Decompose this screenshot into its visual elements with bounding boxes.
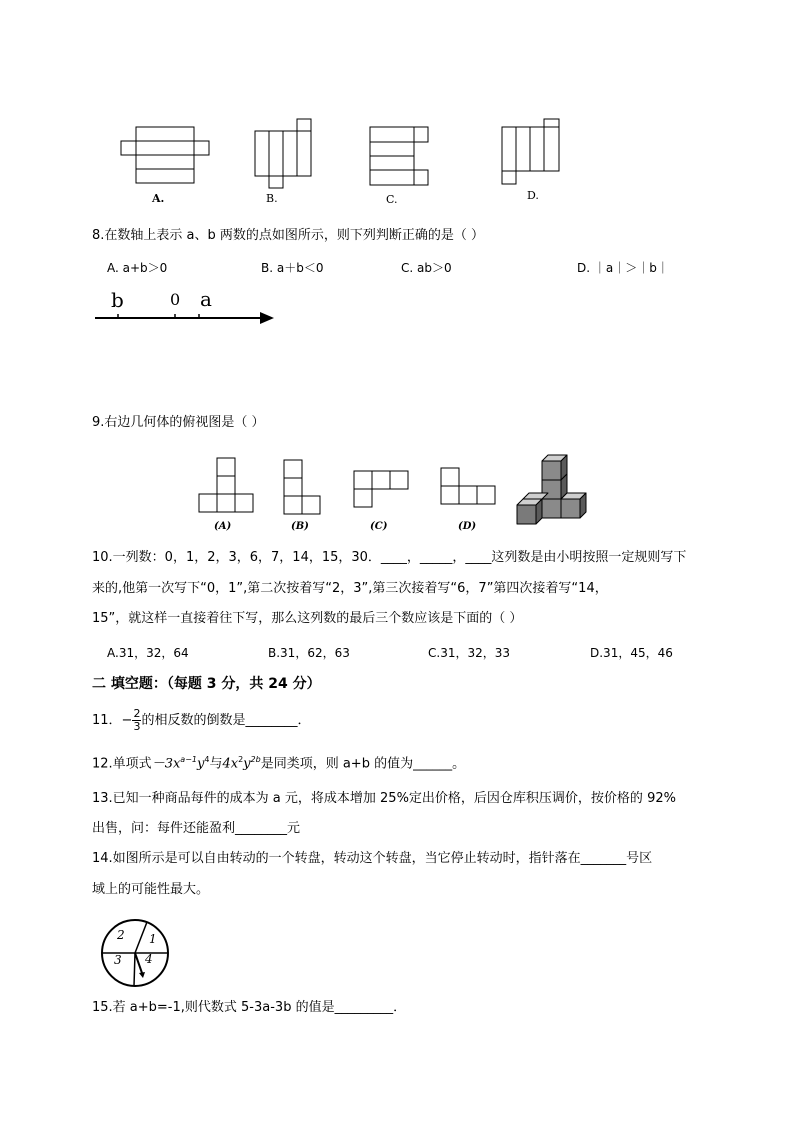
q7-label-b: B. [266,192,278,205]
q9-view-b [283,459,325,517]
q9-view-d [440,467,500,509]
q14-line1: 14.如图所示是可以自由转动的一个转盘，转动这个转盘，当它停止转动时，指针落在_______号区 [92,851,653,866]
q12-term1-exp: a−1 [180,755,197,764]
q9-view-c [353,470,413,510]
q12-line [92,751,465,773]
q9-label-c: (C) [370,521,388,532]
q10-option-b: B.31，62，63 [268,646,350,660]
q10-line2: 来的,他第一次写下“0，1”,第二次按着写“2，3”,第三次接着写“6，7”第四次接着写“14， [92,581,608,596]
axis-label-a: a [200,287,212,311]
q13-line2: 出售，问：每件还能盈利________元 [92,821,301,836]
q11-minus: − [121,713,133,728]
q7-figure-a [120,126,212,186]
q11-denominator: 3 [133,720,141,733]
q12-term2: 4x [222,756,239,772]
q12-term2-y: y [243,756,251,772]
q9-solid-3d [514,452,590,526]
q8-question: 8.在数轴上表示 a、b 两数的点如图所示，则下列判断正确的是（ ） [92,228,485,243]
q12-term2-exp: 2 [238,755,244,764]
spinner-label-1: 1 [149,932,157,946]
q9-view-a [198,457,258,515]
axis-label-b: b [111,288,124,312]
q10-option-a: A.31，32，64 [107,646,189,660]
q7-label-a: A. [152,192,165,205]
spinner-wheel [100,918,170,988]
q12-term1-yexp: 4 [204,755,210,764]
q7-figure-d [501,118,563,186]
q11-suffix: 的相反数的倒数是________． [141,713,311,728]
spinner-label-3: 3 [114,953,122,967]
q8-option-c: C. ab＞0 [401,261,452,275]
q9-label-d: (D) [458,521,477,532]
q7-figure-c [369,126,431,188]
q12-suffix: 是同类项，则 a+b 的值为______。 [260,756,466,772]
q11-prefix: 11． [92,713,122,728]
q10-line3: 15”，就这样一直接着往下写，那么这列数的最后三个数应该是下面的（ ） [92,611,523,626]
q10-line1: 10.一列数：0，1，2，3，6，7，14，15，30．____，_____，____这列数是由小明按照一定规则写下 [92,550,687,565]
spinner-label-2: 2 [117,928,125,942]
q9-label-a: (A) [214,521,232,532]
q7-label-c: C. [386,193,398,206]
q8-option-d: D. ｜a｜＞｜b｜ [577,261,669,275]
q12-prefix: 12.单项式 [92,756,152,772]
q9-question: 9.右边几何体的俯视图是（ ） [92,415,265,430]
q9-label-b: (B) [291,521,309,532]
spinner-label-4: 4 [145,952,153,966]
q12-term1: －3x [151,756,181,772]
q11-numerator: 2 [133,707,141,720]
q10-option-c: C.31，32，33 [428,646,511,660]
q10-option-d: D.31，45，46 [590,646,673,660]
q7-label-d: D. [527,189,539,202]
q13-line1: 13.已知一种商品每件的成本为 a 元，将成本增加 25%定出价格，后因仓库积压调价，按价格的 92% [92,791,676,806]
q7-figure-b [254,118,314,190]
q15-text: 15.若 a+b=-1,则代数式 5-3a-3b 的值是_________． [92,1000,407,1015]
q8-option-b: B. a＋b＜0 [261,261,324,275]
axis-label-zero: 0 [170,290,181,309]
q11-line [92,708,310,733]
q12-mid: 与 [209,756,223,772]
section-heading: 二 填空题：（每题 3 分，共 24 分） [92,676,321,692]
q12-term2-yexp: 2b [250,755,261,764]
q14-line2: 域上的可能性最大。 [92,882,210,897]
q8-option-a: A. a+b＞0 [107,261,168,275]
q12-term1-y: y [197,756,205,772]
